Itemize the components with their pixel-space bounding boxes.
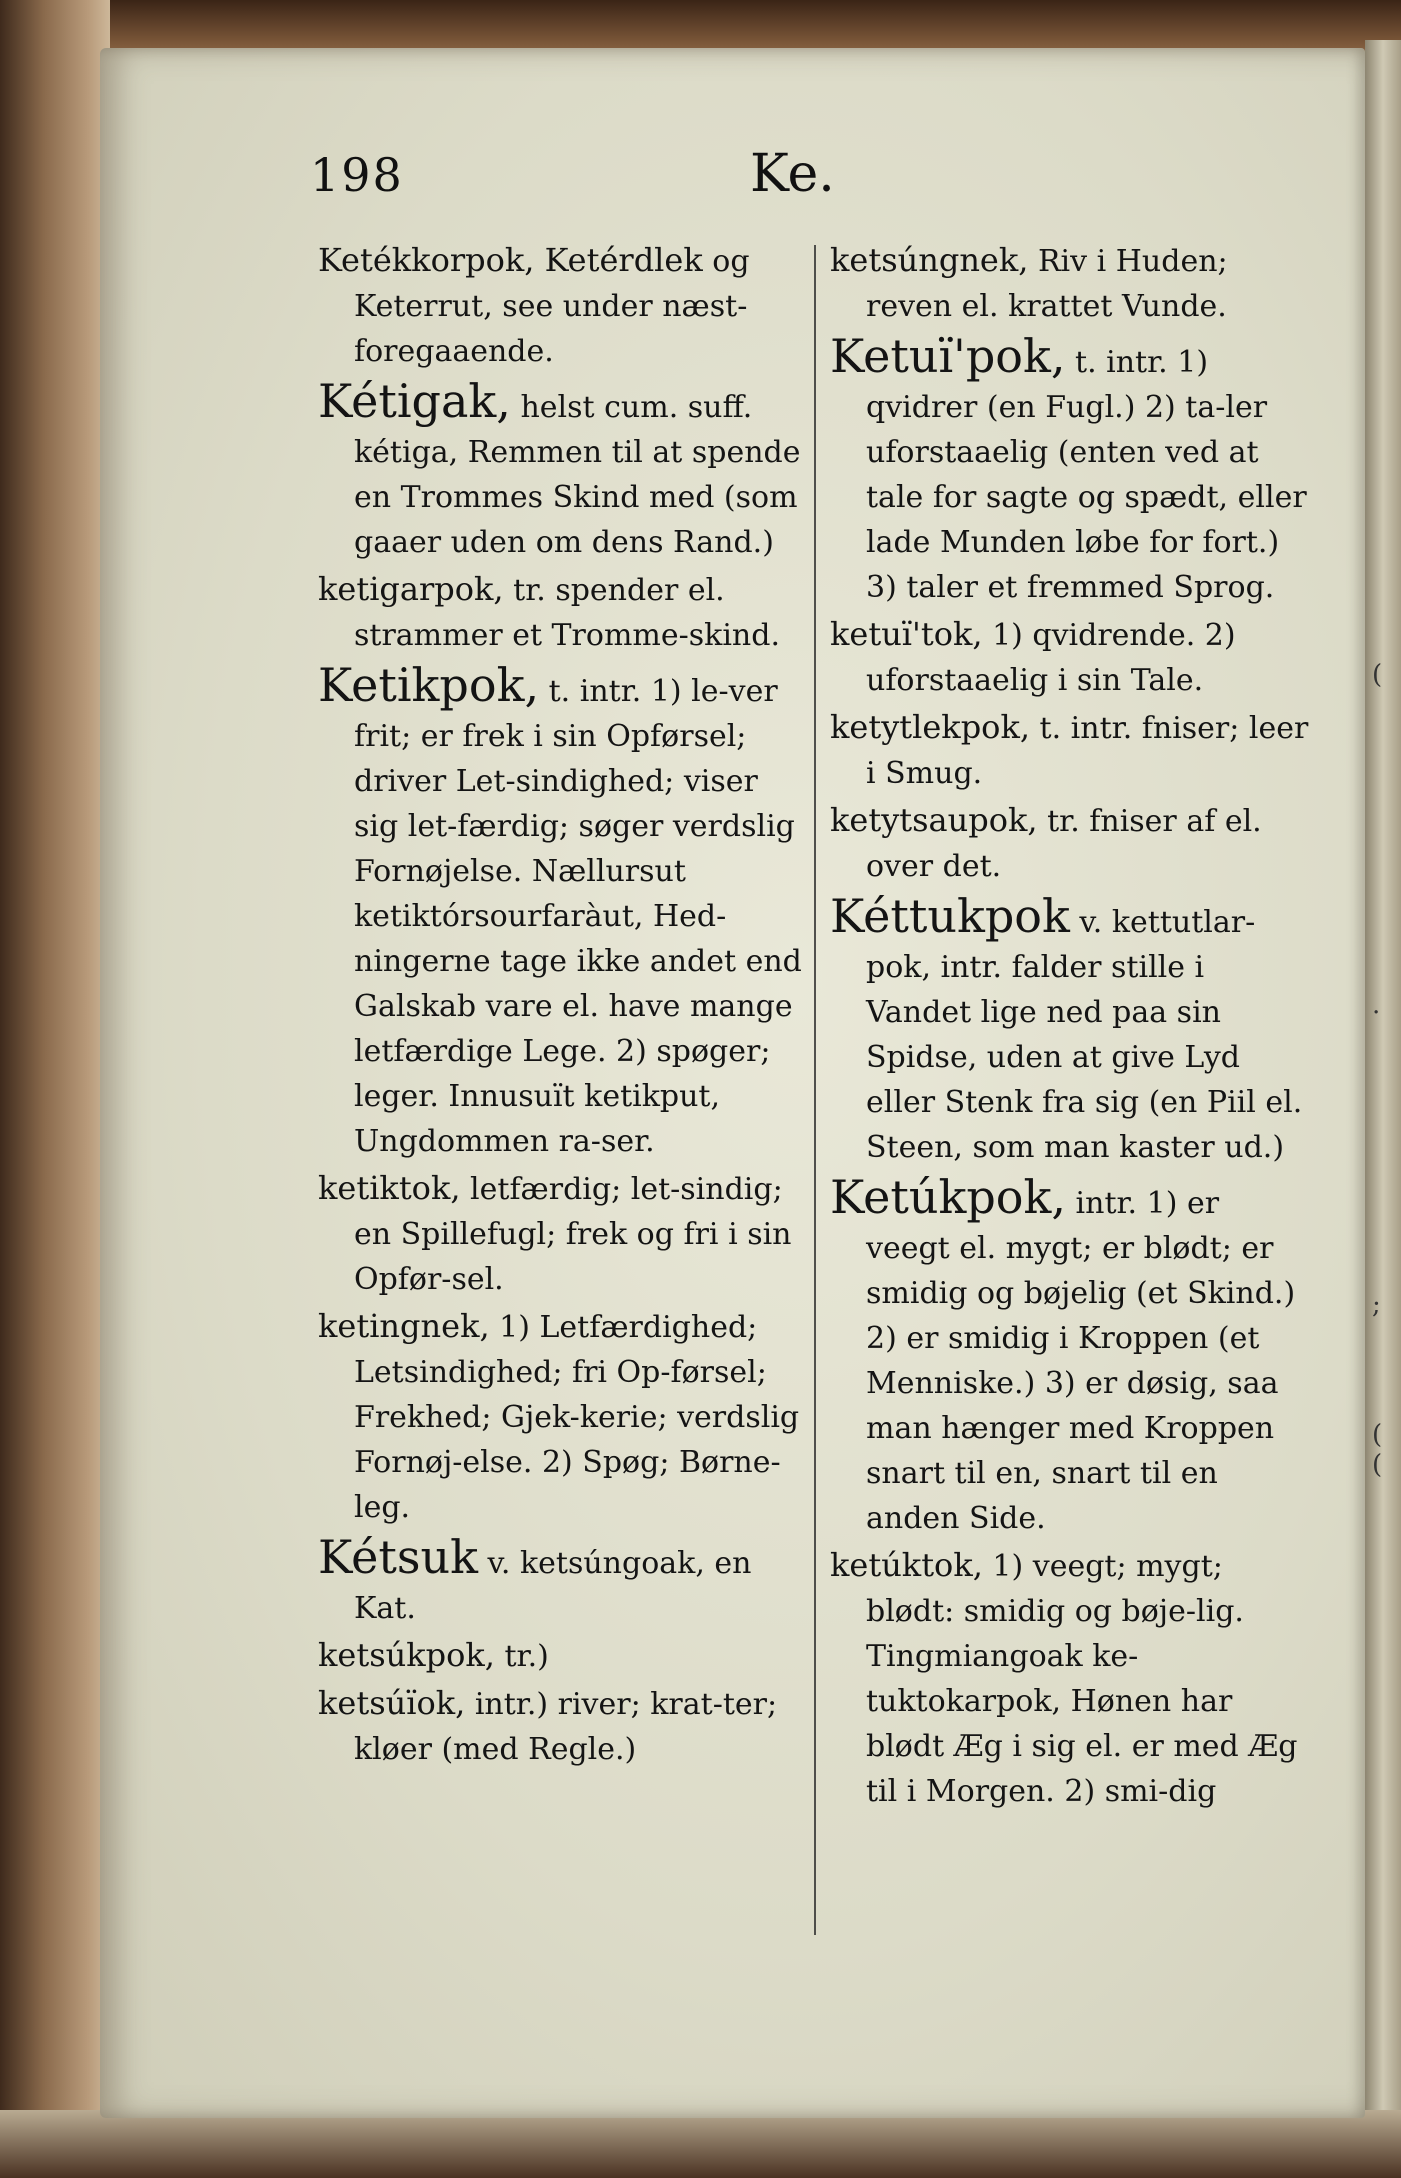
entry-definition: intr. 1) er veegt el. mygt; er blødt; er smidig og bøjelig (et Skind.) 2) er smidig i Kroppen (et Menniske.) 3) er døsig, saa man hænger med Kroppen snart til en, snart til en anden Side. [866,1186,1296,1536]
next-page-text-fragment: . [1372,990,1381,1020]
column-divider [814,245,816,1935]
dictionary-entry [830,705,1310,796]
section-label: Ke. [750,144,835,204]
dictionary-entry [830,798,1310,889]
entry-definition: intr.) river; krat-ter; kløer (med Regle.) [354,1687,778,1767]
next-page-text-fragment: ; [1372,1290,1381,1320]
page-number: 198 [310,148,404,202]
next-page-text-fragment: ( [1372,1450,1383,1480]
entry-headword: ketsúïok, [318,1684,466,1722]
entry-headword: Kéttukpok [830,889,1070,943]
entry-headword: ketsúkpok, [318,1636,495,1674]
dictionary-entry [318,1681,808,1772]
entry-definition: letfærdig; let-sindig; en Spillefugl; frek og fri i sin Opfør-sel. [354,1172,792,1297]
dictionary-entry [318,238,808,374]
dictionary-entry [830,1543,1310,1814]
dictionary-entry [318,1166,808,1302]
entry-definition: t. intr. fniser; leer i Smug. [866,711,1309,791]
entry-definition: t. intr. 1) qvidrer (en Fugl.) 2) ta-ler uforstaaelig (enten ved at tale for sagte og spædt, eller lade Munden løbe for fort.) 3) taler et fremmed Sprog. [866,345,1307,605]
entry-headword: Ketékkorpok, Ketérdlek [318,241,703,279]
page-header [310,144,850,208]
entry-headword: ketytlekpok, [830,708,1030,746]
entry-definition: Riv i Huden; reven el. krattet Vunde. [866,244,1228,324]
entry-headword: ketiktok, [318,1169,461,1207]
entry-definition: 1) qvidrende. 2) uforstaaelig i sin Tale. [866,618,1236,698]
right-column [830,238,1310,1816]
book-cover-bottom [0,2110,1401,2178]
dictionary-entry [830,1172,1310,1541]
dictionary-entry [318,376,808,565]
next-page-text-fragment: ( [1372,660,1383,690]
entry-headword: ketytsaupok, [830,801,1038,839]
dictionary-entry [318,1532,808,1631]
entry-definition: tr.) [504,1639,549,1674]
entry-definition: v. kettutlar-pok, intr. falder stille i Vandet lige ned paa sin Spidse, uden at give Lyd eller Stenk fra sig (en Piil el. Steen, som man kaster ud.) [866,905,1303,1165]
dictionary-entry [318,1304,808,1530]
entry-definition: v. ketsúngoak, en Kat. [354,1546,752,1626]
entry-headword: Ketúkpok, [830,1170,1066,1224]
entry-definition: helst cum. suff. kétiga, Remmen til at spende en Trommes Skind med (som gaaer uden om dens Rand.) [354,390,801,560]
entry-headword: Kétsuk [318,1530,478,1584]
dictionary-entry [318,1633,808,1679]
dictionary-entry [830,891,1310,1170]
entry-definition: t. intr. 1) le-ver frit; er frek i sin Opførsel; driver Let-sindighed; viser sig let-færdig; søger verdslig Fornøjelse. Nællursut ketiktórsourfaràut, Hed-ningerne tage ikke andet end Galskab vare el. have mange letfærdige Lege. 2) spøger; leger. Innusuït ketikput, Ungdommen ra-ser. [354,674,802,1159]
dictionary-entry [830,331,1310,610]
entry-definition: 1) Letfærdighed; Letsindighed; fri Op-førsel; Frekhed; Gjek-kerie; verdslig Fornøj-else. 2) Spøg; Børne-leg. [354,1310,800,1525]
entry-headword: ketigarpok, [318,570,504,608]
entry-headword: ketuï'tok, [830,615,983,653]
entry-definition: 1) veegt; mygt; blødt: smidig og bøje-lig. Tingmiangoak ke-tuktokarpok, Hønen har blødt Æg i sig el. er med Æg til i Morgen. 2) smi-dig [866,1549,1298,1809]
entry-definition: tr. spender el. strammer et Tromme-skind. [354,573,780,653]
entry-definition: tr. fniser af el. over det. [866,804,1262,884]
dictionary-entry [318,660,808,1164]
entry-headword: ketsúngnek, [830,241,1029,279]
entry-definition: og Keterrut, see under næst-foregaaende. [354,244,750,369]
dictionary-entry [830,612,1310,703]
book-binding-left [0,0,110,2178]
next-page-edge [1365,40,1401,2120]
next-page-text-fragment: ( [1372,1420,1383,1450]
entry-headword: ketingnek, [318,1307,490,1345]
entry-headword: Ketuï'pok, [830,329,1066,383]
dictionary-entry [318,567,808,658]
left-column [318,238,808,1774]
dictionary-entry [830,238,1310,329]
entry-headword: ketúktok, [830,1546,983,1584]
entry-headword: Ketikpok, [318,658,540,712]
entry-headword: Kétigak, [318,374,511,428]
